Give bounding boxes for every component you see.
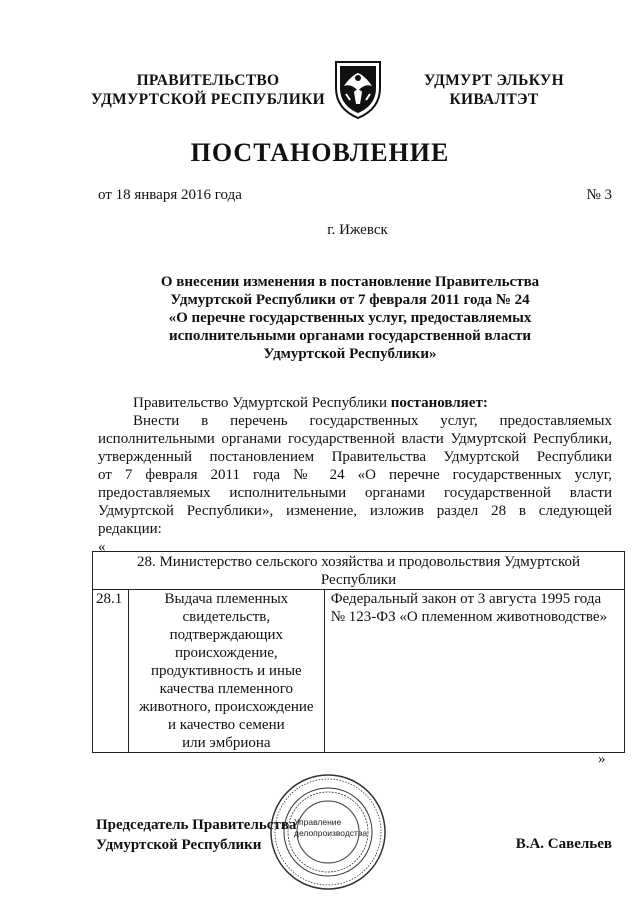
paragraph-line: редакции: bbox=[98, 521, 162, 537]
intro-text: Правительство Удмуртской Республики bbox=[133, 395, 391, 411]
coat-of-arms-emblem-icon bbox=[332, 58, 384, 120]
service-line: подтверждающих bbox=[169, 627, 284, 643]
service-line: качества племенного bbox=[159, 681, 294, 697]
paragraph-line: утвержденный постановлением Правительства Удмуртской Республики bbox=[98, 449, 612, 465]
heading-line: исполнительными органами государственной власти bbox=[168, 328, 532, 344]
paragraph-line: от 7 февраля 2011 года № 24 «О перечне государственных услуг, bbox=[98, 467, 612, 483]
heading-line: Удмуртской Республики» bbox=[263, 346, 437, 362]
paragraph-line: Удмуртской Республики», изменение, изложив раздел 28 в следующей bbox=[98, 503, 612, 519]
legal-basis-cell bbox=[324, 590, 624, 753]
header-right-line2: КИВАЛТЭТ bbox=[449, 91, 539, 108]
service-line: или эмбриона bbox=[182, 735, 271, 751]
stamp-line2: делопроизводства bbox=[294, 828, 368, 838]
header-right bbox=[398, 71, 590, 109]
service-line: Выдача племенных bbox=[164, 591, 289, 607]
stamp-text bbox=[294, 817, 368, 839]
service-line: продуктивность и иные bbox=[150, 663, 302, 679]
heading-line: Удмуртской Республики от 7 февраля 2011 года № 24 bbox=[170, 292, 530, 308]
document-date: от 18 января 2016 года bbox=[98, 187, 242, 203]
section-title-line2: Республики bbox=[320, 572, 397, 588]
open-quote: « bbox=[98, 539, 106, 555]
intro-decree-word: постановляет: bbox=[390, 395, 488, 411]
signatory-name: В.А. Савельев bbox=[515, 836, 612, 852]
position-line1: Председатель Правительства bbox=[96, 817, 297, 833]
service-line: и качество семени bbox=[168, 717, 285, 733]
intro-line bbox=[133, 394, 488, 412]
law-line1: Федеральный закон от 3 августа 1995 года bbox=[330, 591, 602, 607]
heading-line: «О перечне государственных услуг, предоставляемых bbox=[168, 310, 532, 326]
service-name-cell bbox=[128, 590, 324, 753]
law-line2: № 123-ФЗ «О племенном животноводстве» bbox=[330, 609, 608, 625]
service-line: животного, происхождение bbox=[139, 699, 314, 715]
position-line2: Удмуртской Республики bbox=[96, 837, 262, 853]
header-right-line1: УДМУРТ ЭЛЬКУН bbox=[424, 72, 564, 89]
table-section-row bbox=[93, 552, 625, 590]
heading-line: О внесении изменения в постановление Правительства bbox=[160, 274, 540, 290]
section-title-line1: 28. Министерство сельского хозяйства и продовольствия Удмуртской bbox=[136, 554, 581, 570]
document-heading bbox=[0, 273, 640, 363]
close-quote: » bbox=[598, 751, 606, 767]
table-row bbox=[93, 590, 625, 753]
document-number: № 3 bbox=[586, 187, 612, 203]
body-paragraph bbox=[98, 412, 612, 556]
services-table bbox=[92, 551, 625, 753]
header-left-line2: УДМУРТСКОЙ РЕСПУБЛИКИ bbox=[90, 91, 325, 108]
table-section-cell bbox=[93, 552, 625, 590]
document-title: ПОСТАНОВЛЕНИЕ bbox=[190, 138, 450, 167]
document-city: г. Ижевск bbox=[327, 222, 388, 238]
service-line: свидетельств, bbox=[182, 609, 271, 625]
signatory-position bbox=[96, 815, 296, 855]
service-line: происхождение, bbox=[174, 645, 278, 661]
header-left bbox=[82, 71, 334, 109]
paragraph-line: Внести в перечень государственных услуг, предоставляемых bbox=[133, 413, 612, 429]
paragraph-line: предоставляемых исполнительными органами государственной власти bbox=[98, 485, 612, 501]
row-number-cell: 28.1 bbox=[93, 590, 129, 753]
header-left-line1: ПРАВИТЕЛЬСТВО bbox=[136, 72, 280, 89]
paragraph-line: исполнительными органами государственной власти Удмуртской Республики, bbox=[98, 431, 612, 447]
stamp-line1: Управление bbox=[294, 817, 342, 827]
